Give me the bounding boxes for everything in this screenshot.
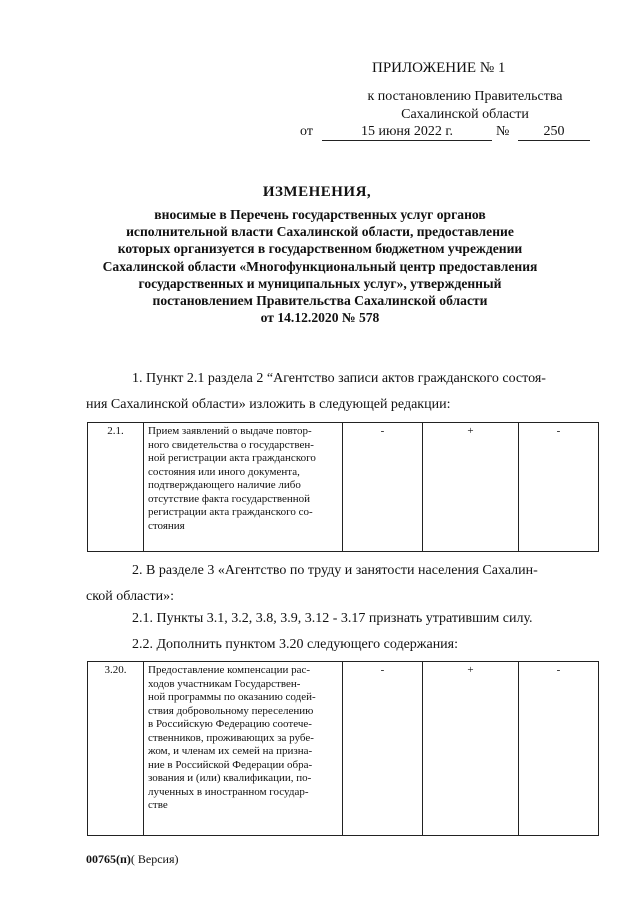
description-line: ной программы по оказанию содей-	[148, 691, 316, 703]
subtitle-line: постановлением Правительства Сахалинской области	[152, 293, 488, 309]
description-line: в Российскую Федерацию соотече-	[148, 718, 312, 730]
mark-cell-1: -	[343, 662, 423, 836]
mark-cell-2: +	[422, 423, 518, 552]
subtitle-line: исполнительной власти Сахалинской области, предоставление	[126, 224, 514, 240]
document-code-number: 00765(п)	[86, 852, 131, 866]
paragraph-1-line-1: 1. Пункт 2.1 раздела 2 “Агентство записи актов гражданского состоя-	[132, 371, 546, 386]
description-line: жом, и членам их семей на призна-	[148, 745, 313, 757]
table-item-2-1	[87, 422, 599, 552]
paragraph-2-line-2: ской области»:	[86, 589, 174, 604]
description-line: ствия добровольному переселению	[148, 704, 314, 717]
item-number: 3.20.	[88, 662, 144, 836]
document-code	[86, 852, 179, 867]
subtitle-line: Сахалинской области «Многофункциональный центр предоставления	[102, 258, 538, 274]
description-line: лученных в иностранном государ-	[148, 785, 309, 798]
table-row	[88, 423, 599, 552]
paragraph-2-line-1: 2. В разделе 3 «Агентство по труду и занятости населения Сахалин-	[132, 563, 538, 578]
resolution-line-1: к постановлению Правительства	[367, 89, 563, 104]
resolution-date-row	[300, 120, 600, 140]
table-item-3-20	[87, 661, 599, 836]
document-title: ИЗМЕНЕНИЯ,	[262, 184, 372, 200]
description-line: состояния или иного документа,	[148, 465, 300, 478]
description-line: регистрации акта гражданского со-	[148, 506, 313, 518]
subtitle-line: вносимые в Перечень государственных услуг органов	[154, 207, 486, 222]
subtitle-line: которых организуется в государственном бюджетном учреждении	[117, 241, 523, 257]
description-line: отсутствие факта государственной	[148, 492, 311, 505]
description-line: стве	[148, 799, 168, 811]
mark-cell-1: -	[343, 423, 423, 552]
resolution-date: 15 июня 2022 г.	[322, 124, 492, 141]
description-line: ственников, проживающих за рубе-	[148, 731, 314, 744]
appendix-label: ПРИЛОЖЕНИЕ № 1	[372, 60, 506, 76]
item-description	[144, 662, 343, 836]
from-label: от	[300, 124, 313, 139]
description-line: ной регистрации акта гражданского	[148, 452, 316, 464]
description-line: ного свидетельства о государствен-	[148, 438, 314, 451]
description-line: подтверждающего наличие либо	[148, 479, 301, 491]
mark-cell-3: -	[519, 423, 599, 552]
description-line: ходов участникам Государствен-	[148, 677, 301, 690]
description-line: зования и (или) квалификации, по-	[148, 772, 312, 784]
resolution-number: 250	[518, 124, 590, 141]
item-description	[144, 423, 343, 552]
paragraph-1-line-2: ния Сахалинской области» изложить в следующей редакции:	[86, 397, 451, 412]
document-version: ( Версия)	[130, 852, 179, 866]
number-label: №	[496, 124, 510, 139]
subtitle-line: от 14.12.2020 № 578	[260, 310, 380, 326]
table-row	[88, 662, 599, 836]
paragraph-2-2: 2.2. Дополнить пунктом 3.20 следующего содержания:	[132, 637, 459, 652]
description-line: Прием заявлений о выдаче повтор-	[148, 425, 312, 437]
item-number: 2.1.	[88, 423, 144, 552]
paragraph-2-1: 2.1. Пункты 3.1, 3.2, 3.8, 3.9, 3.12 - 3.17 признать утратившим силу.	[132, 611, 533, 626]
description-line: Предоставление компенсации рас-	[148, 664, 311, 676]
mark-cell-2: +	[422, 662, 518, 836]
document-subtitle	[70, 206, 570, 326]
subtitle-line: государственных и муниципальных услуг», утвержденный	[138, 275, 502, 291]
mark-cell-3: -	[519, 662, 599, 836]
resolution-line-2: Сахалинской области	[401, 107, 529, 122]
description-line: стояния	[148, 519, 185, 532]
description-line: ние в Российской Федерации обра-	[148, 758, 313, 771]
